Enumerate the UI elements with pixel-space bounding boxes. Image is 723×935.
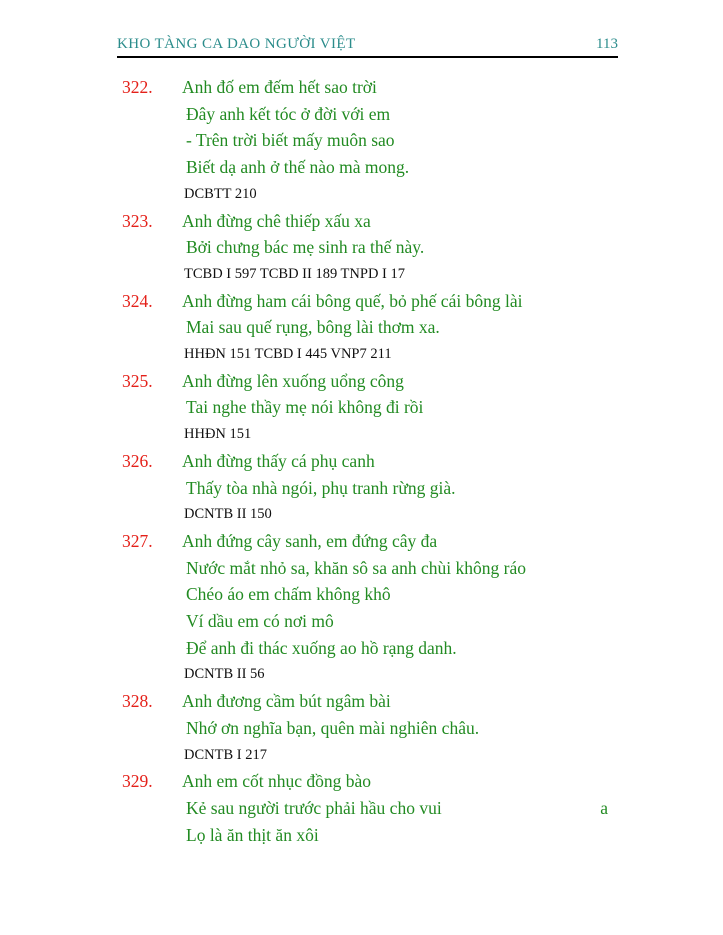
- entry-number: 322.: [122, 77, 153, 97]
- verse-line: Anh đừng lên xuống uổng công: [182, 370, 404, 391]
- verse-line: - Trên trời biết mấy muôn sao: [186, 130, 395, 151]
- entry-325: [122, 368, 625, 448]
- verse-line: Ví dầu em có nơi mô: [186, 611, 334, 632]
- verse-line: Nhớ ơn nghĩa bạn, quên mài nghiên châu.: [186, 717, 480, 738]
- entry-323: [122, 208, 625, 288]
- verse-line: Đây anh kết tóc ở đời với em: [186, 103, 391, 124]
- citation: HHĐN 151: [184, 426, 252, 443]
- page-number: 113: [596, 36, 618, 52]
- verse-line: Anh đố em đếm hết sao trời: [182, 77, 377, 97]
- margin-note: a: [600, 797, 608, 818]
- entry-number: 326.: [122, 450, 153, 471]
- citation: DCNTB II 56: [184, 666, 265, 683]
- citation: TCBD I 597 TCBD II 189 TNPD I 17: [184, 265, 405, 282]
- entry-number: 323.: [122, 210, 153, 231]
- book-title: KHO TÀNG CA DAO NGƯỜI VIỆT: [117, 36, 356, 52]
- content: [122, 74, 625, 848]
- verse-line: Mai sau quế rụng, bông lài thơm xa.: [186, 317, 440, 338]
- citation: HHĐN 151 TCBD I 445 VNP7 211: [184, 346, 392, 363]
- verse-line: Anh đừng chê thiếp xấu xa: [182, 210, 371, 231]
- verse-line: Lọ là ăn thịt ăn xôi: [186, 824, 319, 845]
- entry-number: 325.: [122, 370, 153, 391]
- entry-324: [122, 288, 625, 368]
- verse-line: Anh đứng cây sanh, em đứng cây đa: [182, 530, 438, 551]
- verse-line: Biết dạ anh ở thế nào mà mong.: [186, 157, 410, 178]
- verse-line: Để anh đi thác xuống ao hồ rạng danh.: [186, 637, 457, 658]
- verse-line: Thấy tòa nhà ngói, phụ tranh rừng già.: [186, 477, 456, 498]
- verse-line: Bởi chưng bác mẹ sinh ra thế này.: [186, 237, 425, 258]
- entry-327: [122, 528, 625, 688]
- verse-line: Anh đương cầm bút ngâm bài: [182, 691, 391, 712]
- verse-line-text: Kẻ sau người trước phải hầu cho vui: [186, 797, 442, 818]
- entry-326: [122, 448, 625, 528]
- entry-number: 328.: [122, 691, 153, 712]
- entry-number: 329.: [122, 771, 153, 792]
- verse-line: Anh em cốt nhục đồng bào: [182, 771, 372, 792]
- verse-line: Chéo áo em chấm không khô: [186, 584, 391, 605]
- verse-line: Anh đừng ham cái bông quế, bỏ phế cái bông lài: [182, 290, 523, 311]
- entry-322: [122, 74, 625, 208]
- citation: DCBTT 210: [184, 185, 257, 202]
- entry-328: [122, 688, 625, 768]
- verse-line: Nước mắt nhỏ sa, khăn sô sa anh chùi không ráo: [186, 557, 526, 578]
- verse-line: [182, 795, 625, 822]
- verse-line: Tai nghe thầy mẹ nói không đi rồi: [186, 397, 424, 418]
- verse-line: Anh đừng thấy cá phụ canh: [182, 450, 375, 471]
- entry-number: 327.: [122, 530, 153, 551]
- citation: DCNTB I 217: [184, 746, 267, 763]
- page-header: [117, 36, 618, 58]
- citation: DCNTB II 150: [184, 506, 272, 523]
- entry-329: [122, 768, 625, 848]
- entry-number: 324.: [122, 290, 153, 311]
